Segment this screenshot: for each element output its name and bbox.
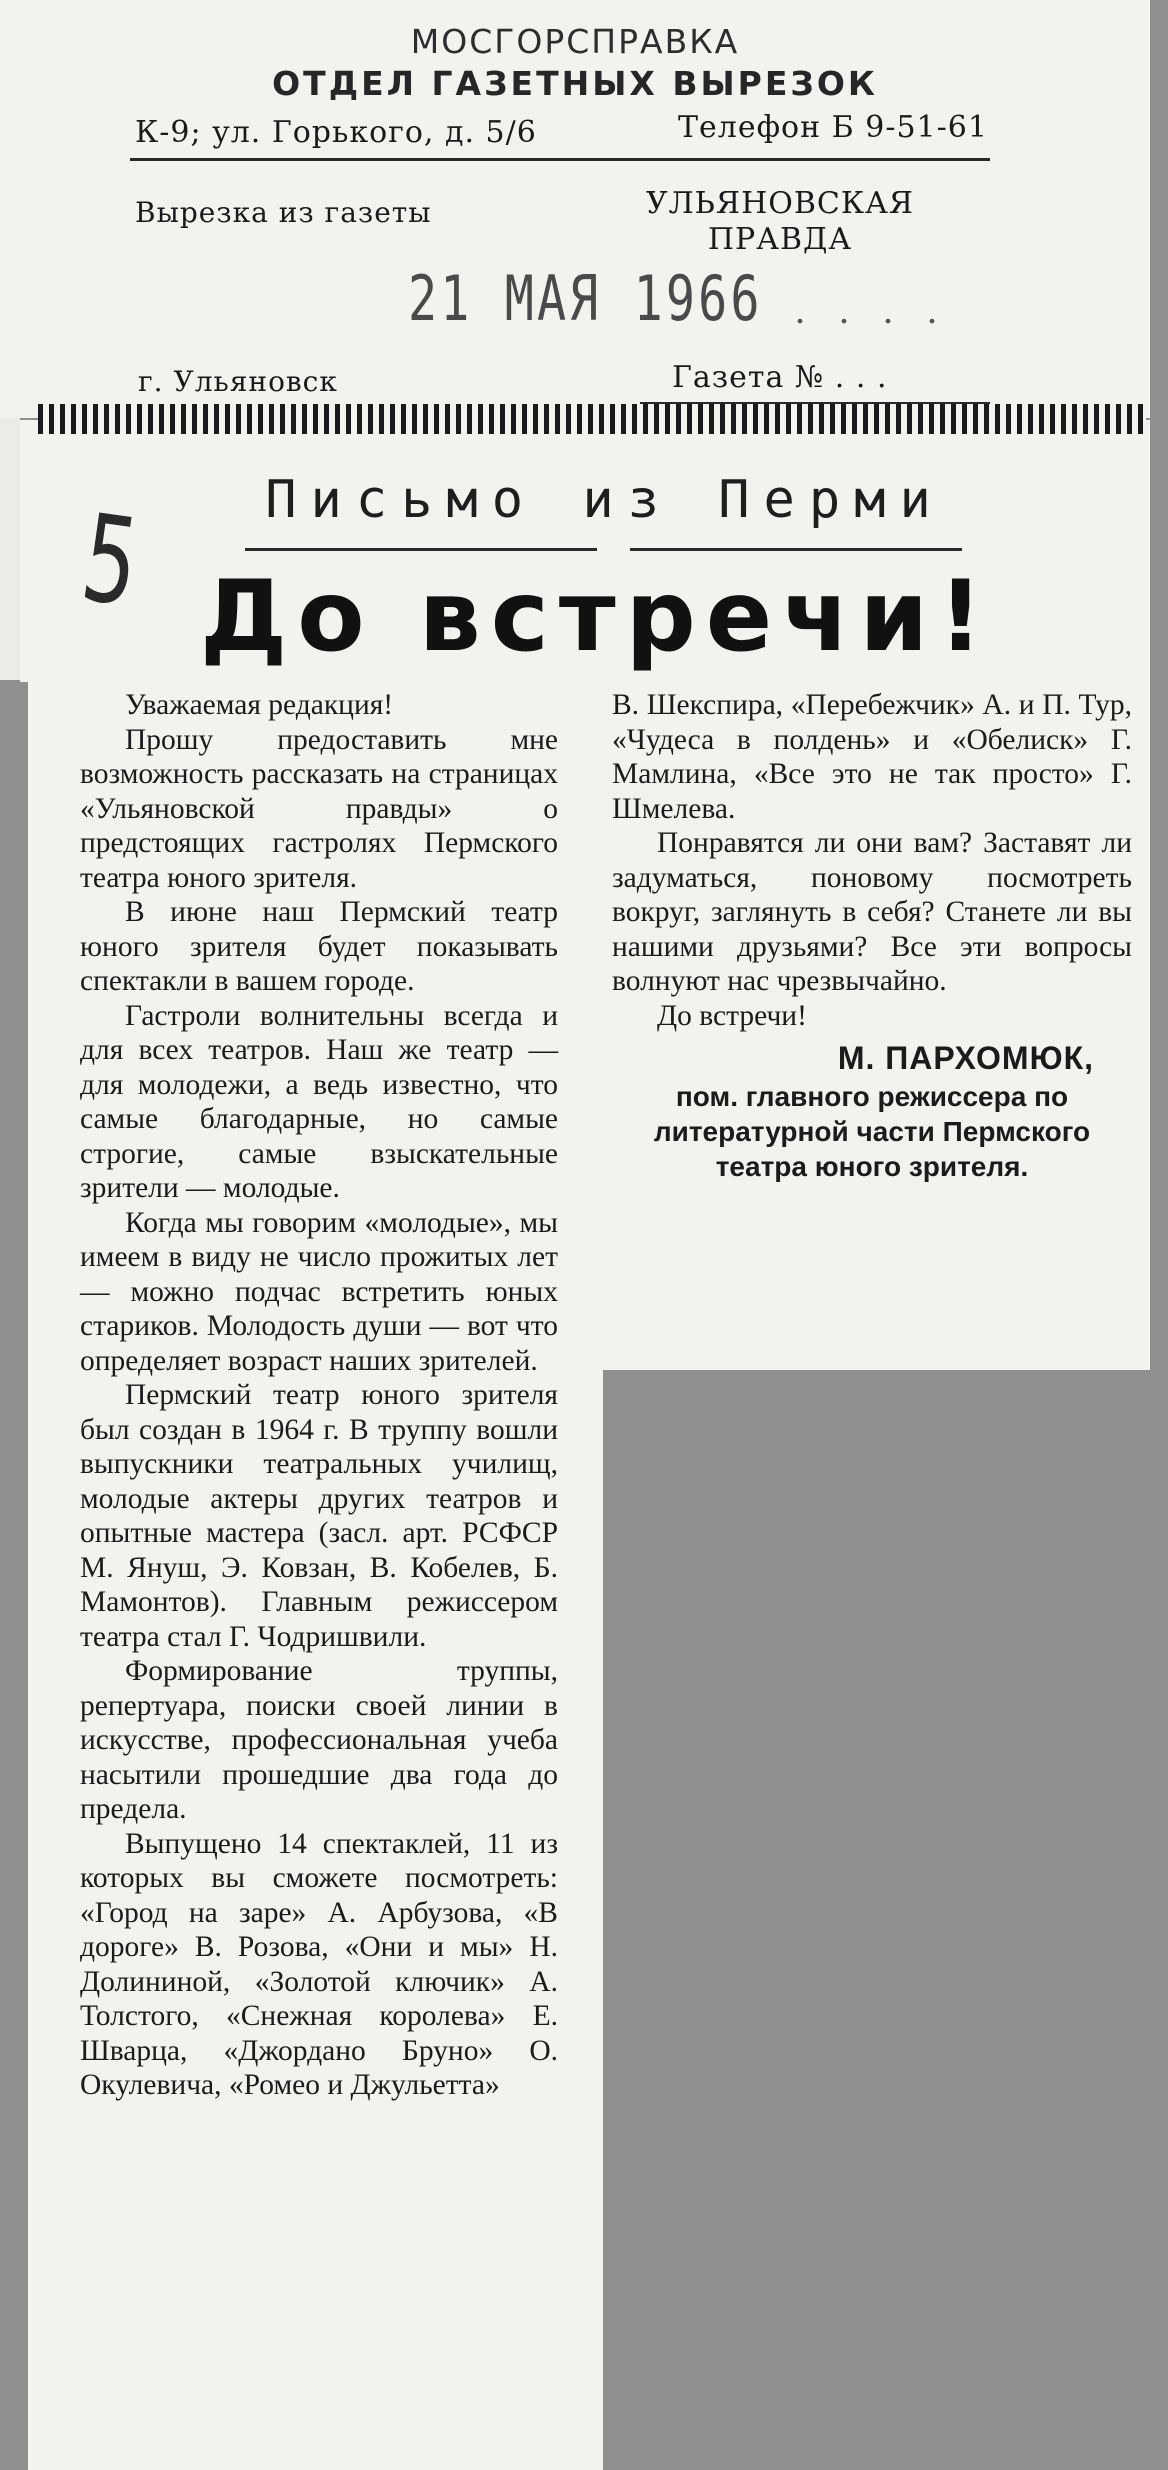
signature-position: пом. главного режиссера по литературной части Пермского театра юного зрителя.	[653, 1081, 1091, 1182]
article-left-column	[80, 688, 558, 2103]
signature-name: М. ПАРХОМЮК,	[837, 1040, 1094, 1076]
article-paragraph: Уважаемая редакция!	[125, 689, 394, 721]
article-paragraph: Формирование труппы, репертуара, поиски своей линии в искусстве, профессиональная учеба насытили прошедшие два года до предела.	[80, 1655, 558, 1825]
header-rule	[130, 158, 990, 161]
kicker-rule-left	[245, 548, 597, 551]
newspaper-name-line1: УЛЬЯНОВСКАЯ	[645, 186, 915, 221]
article-paragraph: До встречи!	[657, 999, 807, 1032]
article-paragraph: Понравятся ли они вам? Заставят ли задуматься, поновому посмотреть вокруг, заглянуть в себя? Станете ли вы нашими друзьями? Все эти вопросы волнуют нас чрезвычайно.	[612, 827, 1132, 997]
kicker-rule-right	[630, 548, 962, 551]
article-kicker: Письмо из Перми	[265, 470, 945, 530]
signature-block	[612, 1037, 1132, 1184]
perforated-edge	[38, 404, 1146, 434]
article-paragraph: В июне наш Пермский театр юного зрителя будет показывать спектакли в вашем городе.	[80, 896, 558, 997]
article-paragraph: Прошу предоставить мне возможность рассказать на страницах «Ульяновской правды» о предстоящих гастролях Пермского театра юного зрителя.	[80, 723, 558, 894]
city-label: г. Ульяновск	[138, 365, 338, 398]
date-stamp: 21 МАЯ 1966	[408, 262, 763, 335]
newspaper-name	[610, 186, 950, 258]
article-paragraph: Гастроли волнительны всегда и для всех театров. Наш же театр — для молодежи, а ведь известно, что самые благодарные, но самые строгие, самые взыскательные зрители — молодые.	[80, 999, 558, 1204]
issue-label: Газета № . . .	[672, 360, 888, 395]
article-paragraph: Когда мы говорим «молодые», мы имеем в виду не число прожитых лет — можно подчас встретить юных стариков. Молодость души — вот что определяет возраст наших зрителей.	[80, 1206, 558, 1377]
article-paragraph: В. Шекспира, «Перебежчик» А. и П. Тур, «Чудеса в полдень» и «Обелиск» Г. Мамлина, «Все это не так просто» Г. Шмелева.	[612, 689, 1132, 825]
handwritten-mark: 5	[74, 488, 147, 635]
newspaper-name-line2: ПРАВДА	[707, 222, 853, 257]
article-right-column	[612, 688, 1132, 1184]
agency-name: МОСГОРСПРАВКА	[410, 22, 740, 61]
article-headline: До встречи!	[200, 560, 993, 674]
department-name: ОТДЕЛ ГАЗЕТНЫХ ВЫРЕЗОК	[272, 64, 878, 103]
clip-label: Вырезка из газеты	[135, 196, 432, 229]
article-paragraph: Выпущено 14 спектаклей, 11 из которых вы сможете посмотреть: «Город на заре» А. Арбузова, «В дороге» В. Розова, «Они и мы» Н. Долининой, «Золотой ключик» А. Толстого, «Снежная королева» Е. Шварца, «Джордано Бруно» О. Окулевича, «Ромео и Джульетта»	[80, 1827, 558, 2101]
article-paragraph: Пермский театр юного зрителя был создан в 1964 г. В труппу вошли выпускники театральных училищ, молодые актеры других театров и опытные мастера (засл. арт. РСФСР М. Януш, Э. Ковзан, В. Кобелев, Б. Мамонтов). Главным режиссером театра стал Г. Чодришвили.	[80, 1379, 558, 1653]
agency-address: К-9; ул. Горького, д. 5/6	[135, 115, 537, 150]
agency-phone: Телефон Б 9-51-61	[678, 110, 988, 145]
date-dots: . . . .	[795, 287, 949, 332]
